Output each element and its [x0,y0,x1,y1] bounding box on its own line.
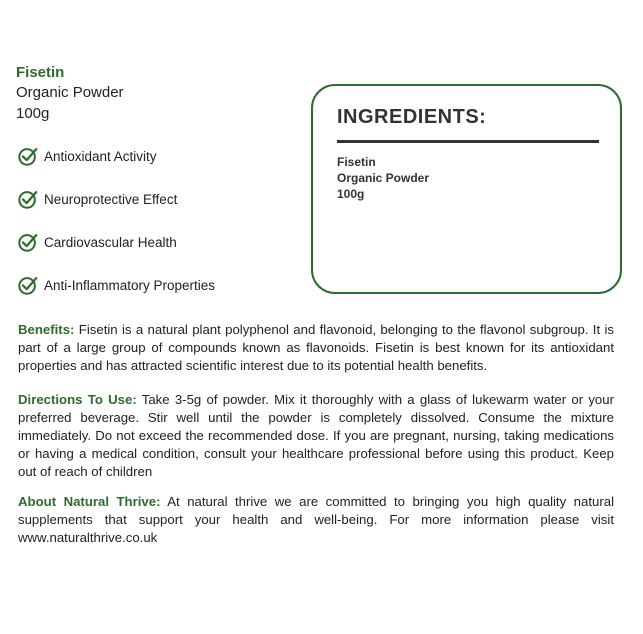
feature-label: Antioxidant Activity [44,148,157,164]
directions-text: Take 3-5g of powder. Mix it thoroughly with a glass of lukewarm water or your preferred beverage. Stir well until the powder is completely dissolved. Consume the mixture immediately. Do not exceed the recommended dose. If you are pregnant, nursing, taking medications or having a medical condition, consult your healthcare professional before using this product. Keep out of reach of children [18,392,614,479]
check-circle-icon [17,188,39,210]
about-text: At natural thrive we are committed to bringing you high quality natural supplements that support your health and well-being. For more information please visit www.naturalthrive.co.uk [18,494,615,545]
check-circle-icon [17,274,39,296]
feature-item [17,145,215,167]
product-type: Organic Powder [16,84,124,101]
feature-label: Cardiovascular Health [44,234,177,250]
feature-item [17,274,215,296]
benefits-section [18,321,614,375]
benefits-label: Benefits: [18,322,75,337]
ingredients-list [337,154,429,202]
check-circle-icon [17,231,39,253]
ingredient-item: 100g [337,187,365,201]
directions-label: Directions To Use: [18,392,137,407]
ingredients-title: INGREDIENTS: [337,106,487,128]
product-name: Fisetin [16,64,65,81]
about-label: About Natural Thrive: [18,494,161,509]
about-section [18,493,614,547]
feature-label: Anti-Inflammatory Properties [44,277,216,293]
product-header [16,64,124,124]
feature-list [17,145,215,317]
feature-item [17,188,215,210]
ingredient-item: Organic Powder [337,171,430,185]
feature-item [17,231,215,253]
ingredients-panel [311,84,622,294]
benefits-text: Fisetin is a natural plant polyphenol and flavonoid, belonging to the flavonol subgroup. It is part of a large group of compounds known as flavonoids. Fisetin is best known for its antioxidant properties and has attracted scientific interest due to its potential health benefits. [18,322,614,373]
check-circle-icon [17,145,39,167]
ingredients-divider [337,140,599,143]
directions-section [18,391,614,481]
ingredient-item: Fisetin [337,155,376,169]
product-weight: 100g [16,105,50,122]
feature-label: Neuroprotective Effect [44,191,178,207]
